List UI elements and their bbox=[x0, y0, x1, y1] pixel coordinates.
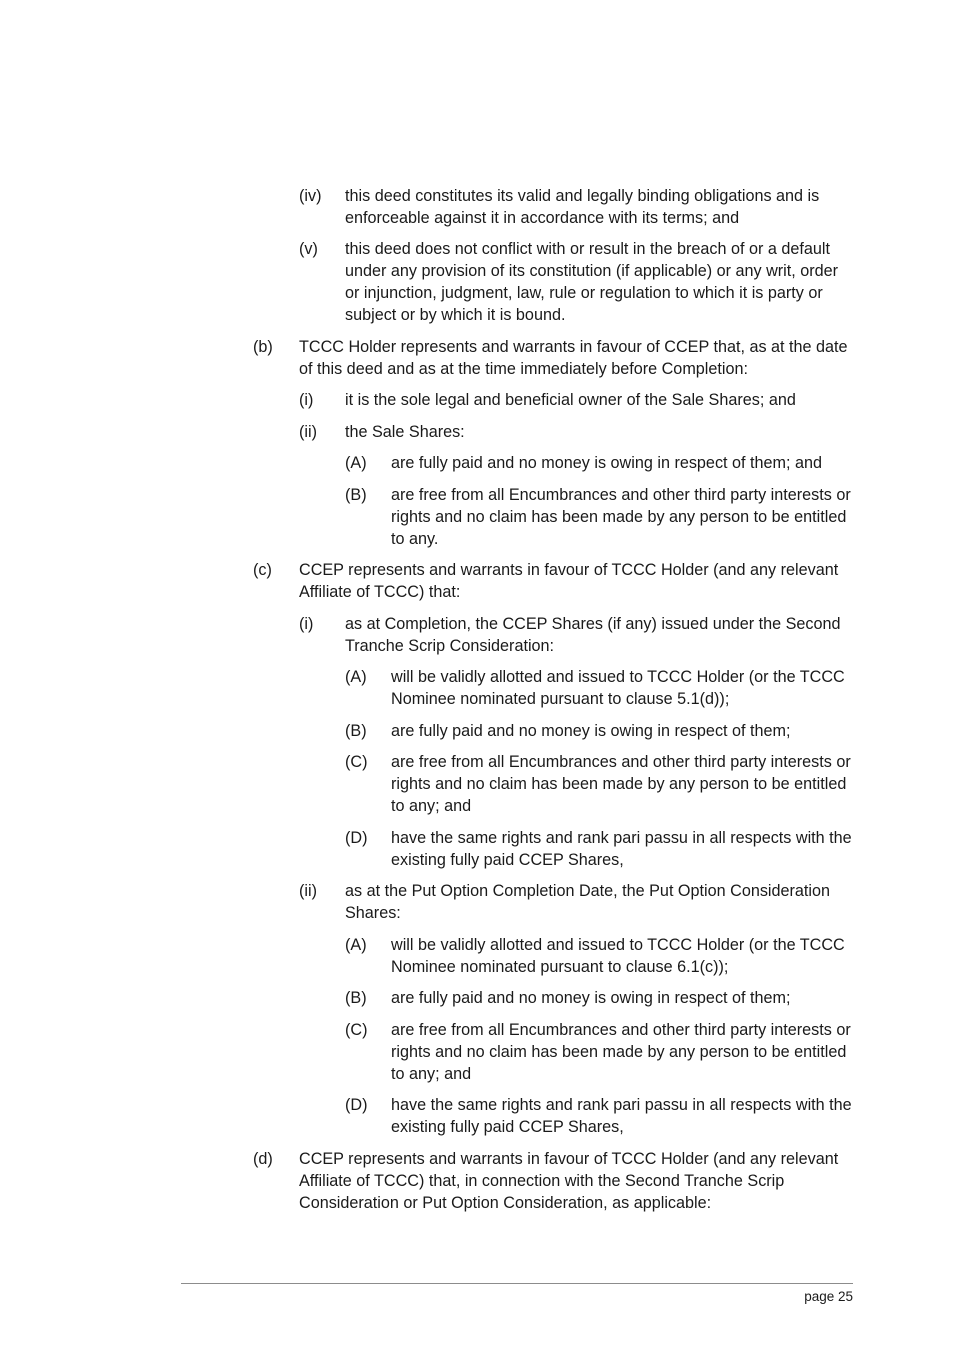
clause-c-i-C bbox=[345, 751, 853, 817]
clause-label: (iv) bbox=[299, 187, 322, 205]
clause-label: (A) bbox=[345, 454, 367, 472]
clause-label: (v) bbox=[299, 240, 318, 258]
clause-text: are fully paid and no money is owing in respect of them; bbox=[391, 989, 791, 1007]
clause-text: TCCC Holder represents and warrants in favour of CCEP that, as at the date of this deed and as at the time immediately before Completion: bbox=[299, 338, 848, 378]
clause-text: are free from all Encumbrances and other third party interests or rights and no claim has been made by any person to be entitled to any; and bbox=[391, 753, 851, 815]
footer-divider bbox=[181, 1283, 853, 1284]
clause-b-ii-B bbox=[345, 484, 853, 550]
clause-text: are fully paid and no money is owing in respect of them; bbox=[391, 722, 791, 740]
clause-c-ii-A bbox=[345, 934, 853, 978]
clause-b-ii-A bbox=[345, 452, 853, 474]
clause-d bbox=[253, 1148, 853, 1214]
clause-label: (A) bbox=[345, 668, 367, 686]
clause-text: have the same rights and rank pari passu in all respects with the existing fully paid CCEP Shares, bbox=[391, 1096, 852, 1136]
clause-text: it is the sole legal and beneficial owner of the Sale Shares; and bbox=[345, 391, 796, 409]
clause-label: (b) bbox=[253, 338, 273, 356]
clause-text: as at Completion, the CCEP Shares (if any) issued under the Second Tranche Scrip Consideration: bbox=[345, 615, 841, 655]
clause-label: (D) bbox=[345, 829, 368, 847]
clause-c-i-A bbox=[345, 666, 853, 710]
clause-label: (D) bbox=[345, 1096, 368, 1114]
clause-c-ii-C bbox=[345, 1019, 853, 1085]
clause-c-ii-B bbox=[345, 987, 853, 1009]
clause-label: (B) bbox=[345, 989, 367, 1007]
clause-text: CCEP represents and warrants in favour of TCCC Holder (and any relevant Affiliate of TCCC) that: bbox=[299, 561, 839, 601]
clause-c-ii bbox=[299, 880, 853, 924]
clause-label: (i) bbox=[299, 615, 314, 633]
clause-c-ii-D bbox=[345, 1094, 853, 1138]
clause-label: (ii) bbox=[299, 882, 317, 900]
clause-b-ii bbox=[299, 421, 853, 443]
clause-text: have the same rights and rank pari passu in all respects with the existing fully paid CCEP Shares, bbox=[391, 829, 852, 869]
clause-label: (c) bbox=[253, 561, 272, 579]
clause-c-i bbox=[299, 613, 853, 657]
clause-label: (B) bbox=[345, 722, 367, 740]
clause-label: (C) bbox=[345, 753, 368, 771]
clause-text: will be validly allotted and issued to TCCC Holder (or the TCCC Nominee nominated pursuant to clause 5.1(d)); bbox=[391, 668, 845, 708]
clause-text: CCEP represents and warrants in favour of TCCC Holder (and any relevant Affiliate of TCCC) that, in connection with the Second Tranche Scrip Consideration or Put Option Consideration, as applicable: bbox=[299, 1150, 839, 1212]
clause-c bbox=[253, 559, 853, 603]
clause-text: this deed does not conflict with or result in the breach of or a default under any provision of its constitution (if applicable) or any writ, order or injunction, judgment, law, rule or regulation to which it is party or subject or by which it is bound. bbox=[345, 240, 839, 324]
clause-text: the Sale Shares: bbox=[345, 423, 465, 441]
clause-c-i-B bbox=[345, 720, 853, 742]
clause-iv bbox=[299, 185, 853, 229]
clause-text: will be validly allotted and issued to TCCC Holder (or the TCCC Nominee nominated pursuant to clause 6.1(c)); bbox=[391, 936, 845, 976]
page-number: page 25 bbox=[804, 1289, 853, 1304]
clause-label: (d) bbox=[253, 1150, 273, 1168]
clause-b-i bbox=[299, 389, 853, 411]
clause-label: (ii) bbox=[299, 423, 317, 441]
clause-v bbox=[299, 238, 853, 326]
clause-text: as at the Put Option Completion Date, the Put Option Consideration Shares: bbox=[345, 882, 831, 922]
clause-text: are fully paid and no money is owing in respect of them; and bbox=[391, 454, 823, 472]
clause-label: (C) bbox=[345, 1021, 368, 1039]
clause-c-i-D bbox=[345, 827, 853, 871]
clause-label: (B) bbox=[345, 486, 367, 504]
clause-label: (i) bbox=[299, 391, 314, 409]
clause-text: are free from all Encumbrances and other third party interests or rights and no claim has been made by any person to be entitled to any; and bbox=[391, 1021, 851, 1083]
clause-text: this deed constitutes its valid and legally binding obligations and is enforceable against it in accordance with its terms; and bbox=[345, 187, 820, 227]
clause-label: (A) bbox=[345, 936, 367, 954]
clause-b bbox=[253, 336, 853, 380]
clause-text: are free from all Encumbrances and other third party interests or rights and no claim has been made by any person to be entitled to any. bbox=[391, 486, 851, 548]
